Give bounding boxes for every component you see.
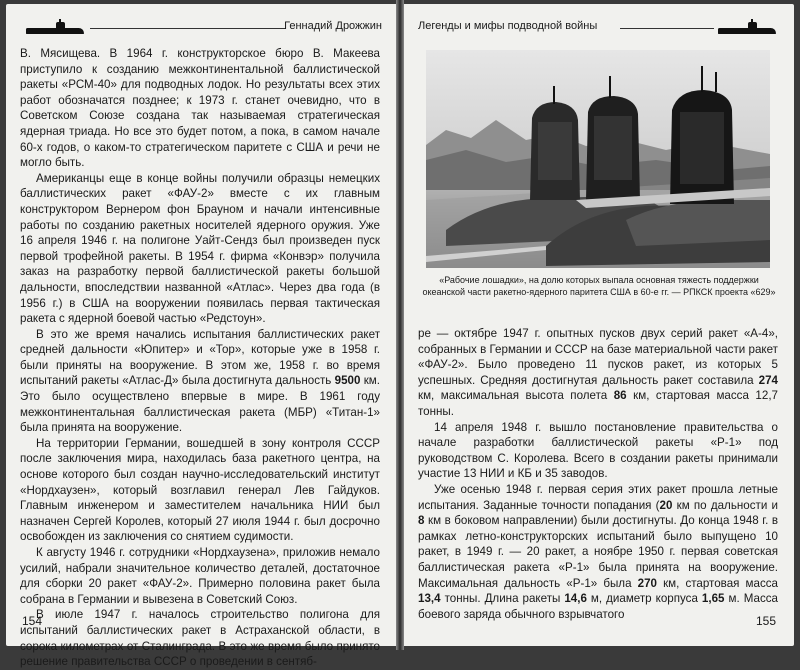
bold-number: 9500 — [334, 374, 361, 388]
paragraph-text: ре — октябре 1947 г. опытных пусков двух серий ракет «А-4», собранных в Германии и СССР на базе материальной части ракет «ФАУ-2». Было проведено 11 пусков ракет, из которых 5 успешных. Средняя достигнутая дальность ракет составила — [418, 327, 778, 387]
submarine-icon — [718, 20, 776, 34]
bold-number: 1,65 — [701, 592, 725, 606]
page-number: 155 — [755, 614, 776, 628]
paragraph-text: В это же время начались испытания баллистических ракет средней дальности «Юпитер» и «Тор», которые уже в 1958 г. были приняты на вооружение. В этом же, 1958 г. во время испытаний ракеты «Атлас-Д» была достигнута дальность — [20, 327, 380, 388]
running-head-title: Легенды и мифы подводной войны — [418, 20, 598, 32]
paragraph — [20, 327, 380, 436]
submarines-at-pier-image — [426, 50, 770, 268]
paragraph-text: км, стартовая масса — [656, 576, 779, 590]
bold-number: 13,4 — [418, 592, 441, 606]
submarine-photo — [426, 50, 770, 268]
header-rule — [90, 28, 286, 29]
paragraph-text: км по дальности и — [672, 498, 778, 512]
paragraph: К августу 1946 г. сотрудники «Нордхаузена», приложив немало усилий, набрали значительное количество деталей, достаточное для сборки 20 ракет «ФАУ-2». Примерно половина ракет была собрана в Германии и вывезена в Советский Союз. — [20, 546, 380, 606]
paragraph: Американцы еще в конце войны получили образцы немецких баллистических ракет «ФАУ-2» вместе с их главным конструктором Вернером фон Брауном и начали интенсивные работы по созданию ракетных носителей ядерного оружия. Уже 16 апреля 1946 г. на полигоне Уайт-Сендз был произведен пуск первой трофейной ракеты. В 1954 г. фирма «Конвэр» получила заказ на разработку первой баллистической ракеты большой дальности, впоследствии названной «Атлас». Через два года (в 1956 г.) в США на вооружении появилась первая тактическая ракета с ядерной боевой частью «Редстоун». — [20, 171, 380, 326]
right-running-head — [418, 18, 780, 36]
paragraph: В июле 1947 г. началось строительство полигона для испытаний баллистических ракет в Астраханской области, в сорока километрах от Сталинграда. В это же время было принято решение правительства СССР о проведении в сентяб- — [20, 608, 380, 669]
bold-number: 274 — [758, 373, 778, 387]
page-number: 154 — [22, 614, 43, 628]
paragraph-text: км, стартовая масса 12,7 тонны. — [418, 389, 778, 418]
paragraph-text: км в боковом направлении) были достигнуты. До конца 1948 г. в рамках летно-конструкторских испытаний было выпущено 10 ракет, в 1949 г. — 20 ракет, а ноябре 1950 г. первая советская баллистическая ракета «Р-1» была принята на вооружение. Максимальная дальность «Р-1» была — [418, 514, 778, 590]
bold-number: 270 — [637, 576, 657, 590]
paragraph-text: м. Масса боевого заряда обычного взрывчатого — [418, 592, 778, 621]
left-page — [6, 4, 396, 669]
paragraph — [418, 482, 778, 622]
left-running-head — [20, 18, 382, 36]
paragraph: 14 апреля 1948 г. вышло постановление правительства о начале разработки баллистической ракеты «Р-1» под руководством С. Королева. Всего в создании ракеты принимали участие 13 НИИ и КБ и 35 заводов. — [418, 420, 778, 481]
paragraph-text: км. Это было осуществлено впервые в мире. В 1961 году межконтинентальная баллистическая ракета (МБР) «Титан-1» была принята на вооружение. — [20, 374, 380, 435]
running-head-author: Геннадий Дрожжин — [284, 20, 382, 32]
left-body-text — [20, 46, 380, 670]
right-body-text — [418, 326, 778, 622]
photo-caption: «Рабочие лошадки», на долю которых выпала основная тяжесть поддержки океанской части ракетно-ядерного паритета США в 60-е гг. — РПКСК проекта «629» — [422, 275, 776, 297]
bold-number: 8 — [418, 514, 425, 528]
paragraph-text: м, диаметр корпуса — [586, 592, 702, 606]
submarine-icon — [26, 20, 84, 34]
bold-number: 20 — [659, 498, 673, 512]
right-page — [404, 4, 794, 646]
paragraph: В. Мясищева. В 1964 г. конструкторское бюро В. Макеева приступило к созданию межконтинентальной баллистической ракеты «РСМ-40» для подводных лодок. Но результаты всех этих работ обозначатся позднее; к 1973 г. станет очевидно, что в Советском Союзе создана так называемая стратегическая ядерная триада. Но все это будет потом, а пока, в самом начале 60-х годов, о каком-то стратегическом паритете с США и речи не могло быть. — [20, 47, 380, 170]
bold-number: 14,6 — [564, 592, 587, 606]
bold-number: 86 — [613, 389, 627, 403]
paragraph-text: км, максимальная высота полета — [418, 389, 614, 403]
paragraph-text: тонны. Длина ракеты — [440, 592, 565, 606]
book-gutter — [396, 0, 404, 650]
paragraph-text: Уже осенью 1948 г. первая серия этих ракет прошла летные испытания. Заданные точности попадания ( — [418, 482, 778, 512]
header-rule — [620, 28, 714, 29]
paragraph: На территории Германии, вошедшей в зону контроля СССР после заключения мира, находилась база ракетного центра, на основе которого был создан научно-исследовательский институт «Нордхаузен», который возглавил генерал Лев Гайдуков. Главным инженером и заместителем начальника НИИ был назначен Сергей Королев, который 27 июля 1944 г. был досрочно освобожден из заключения со снятием судимости. — [20, 436, 380, 544]
paragraph — [418, 326, 778, 420]
